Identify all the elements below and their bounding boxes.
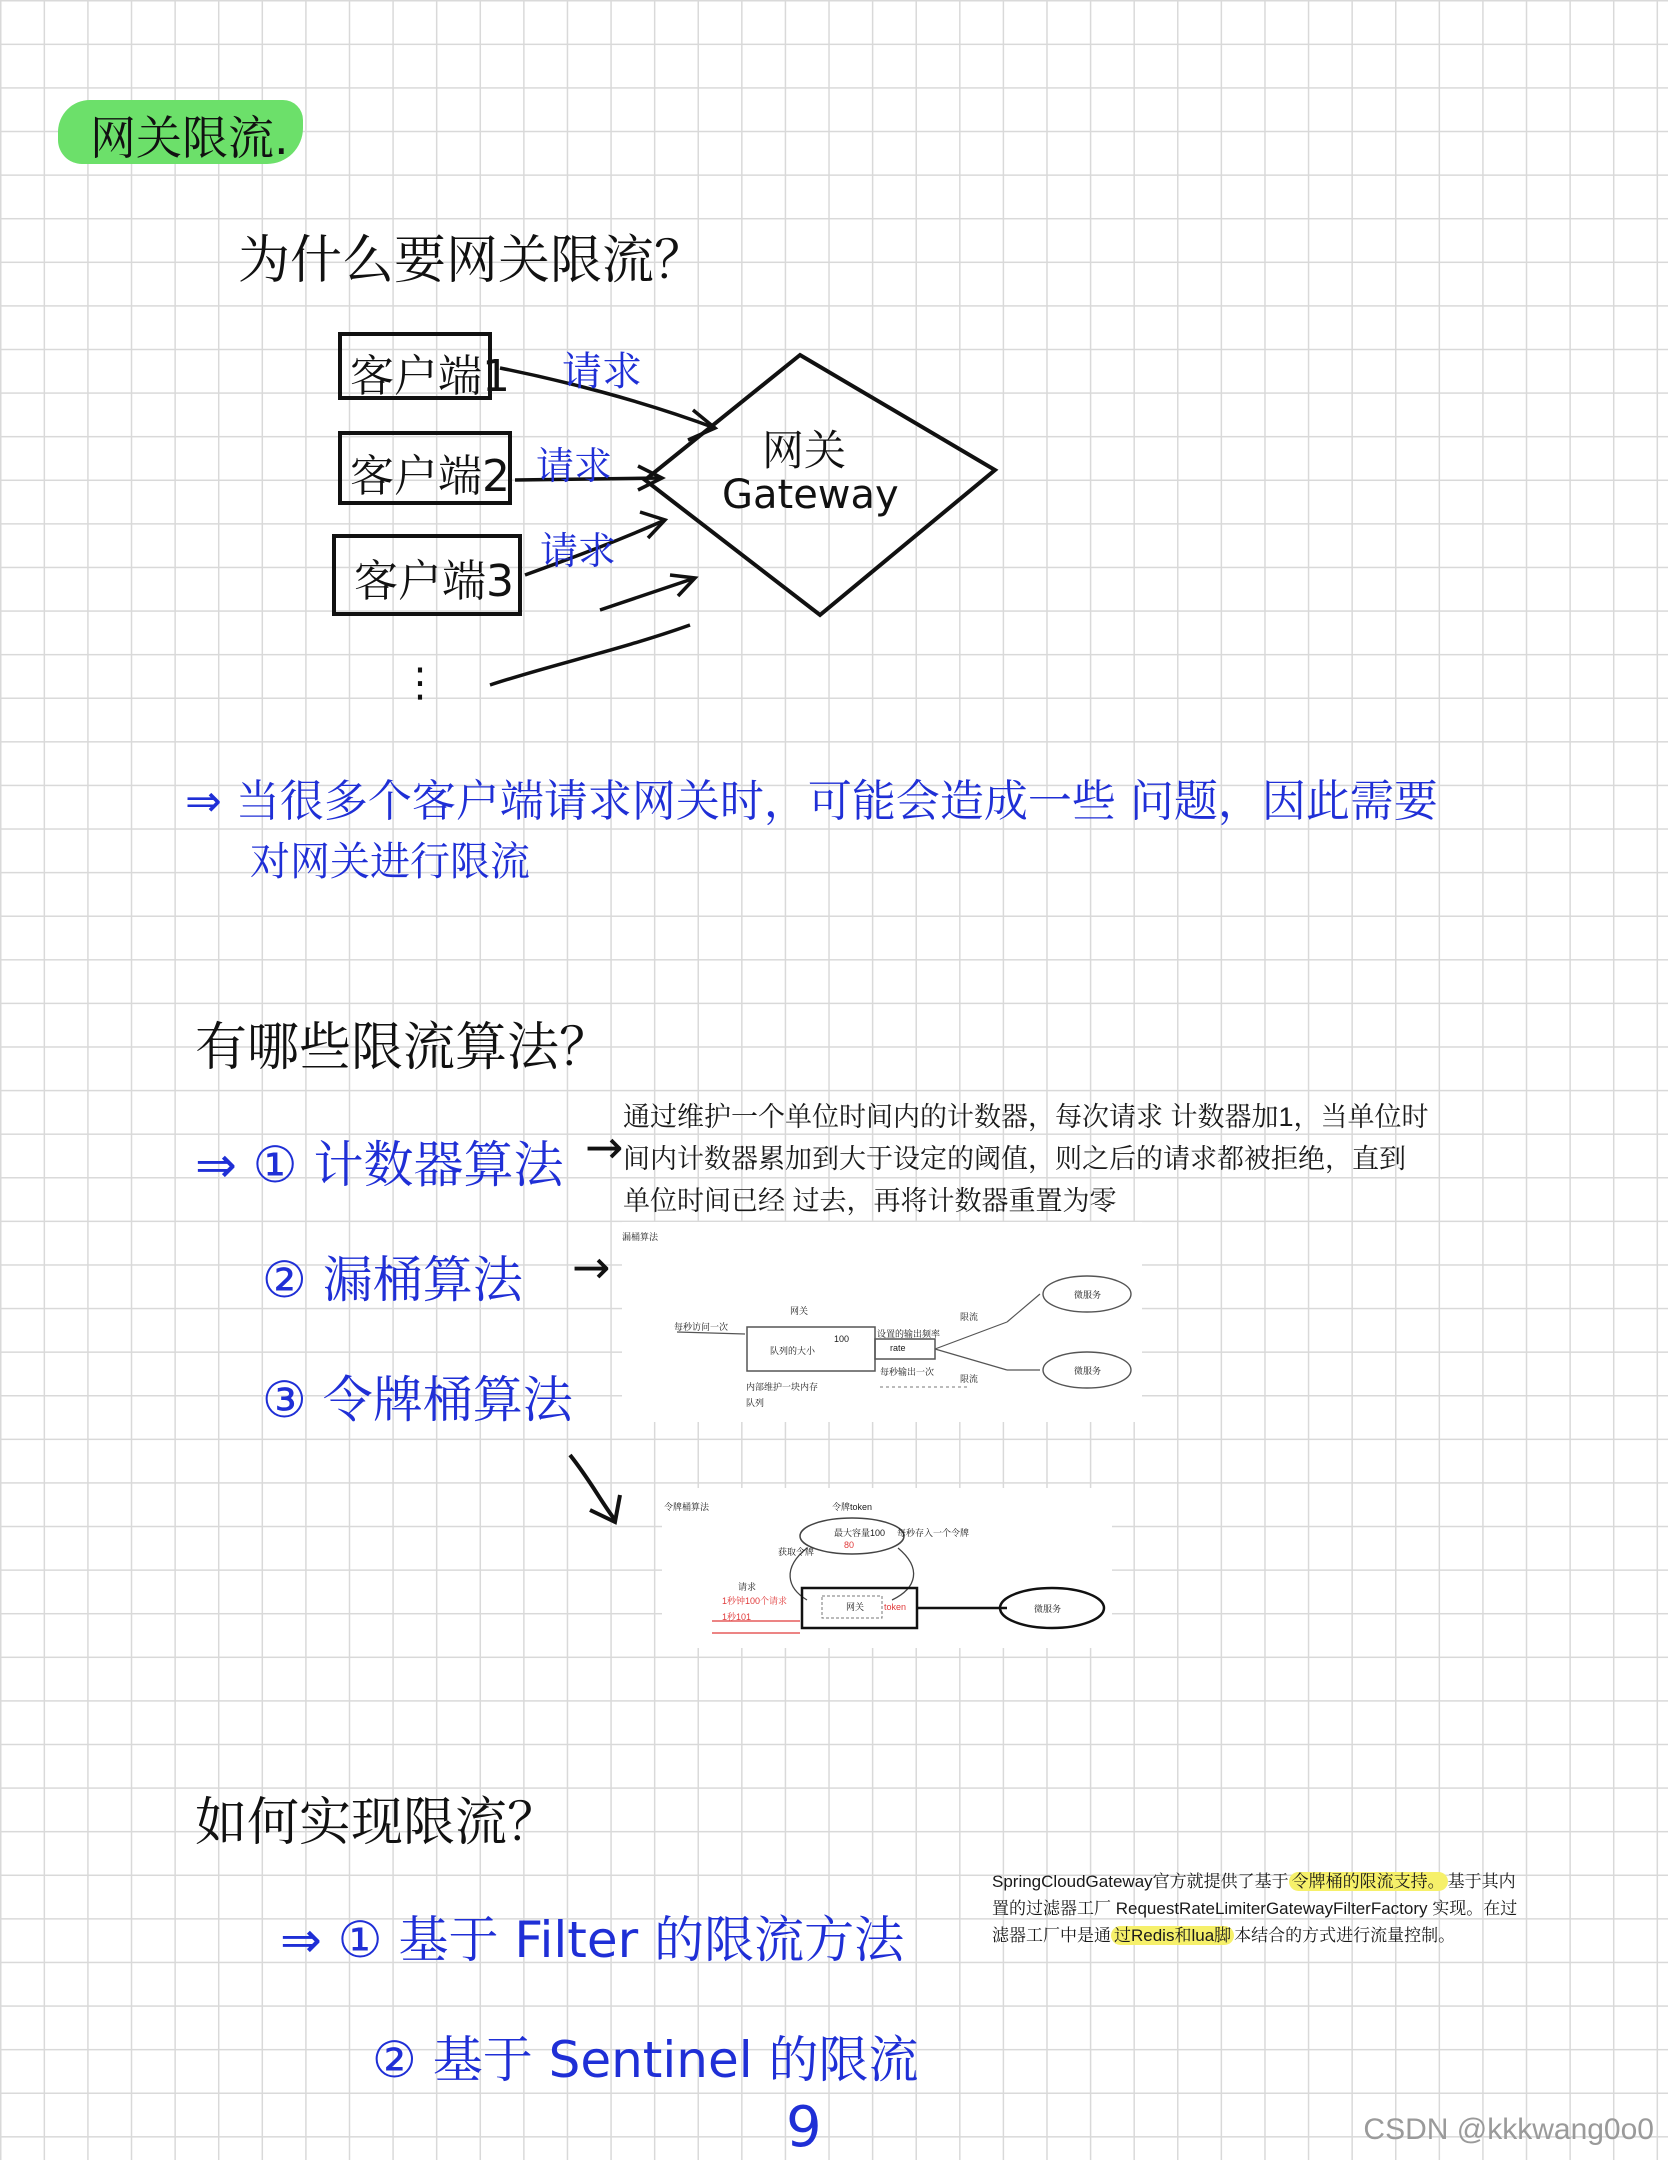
leaky-service-1: 微服务: [1074, 1290, 1102, 1300]
implementation-description: [992, 1868, 1552, 1949]
algo-leaky: ② 漏桶算法: [262, 1251, 523, 1309]
algo-leaky-arrow: →: [572, 1240, 611, 1294]
token-req-2: 1秒101: [722, 1612, 752, 1622]
leaky-service-2: 微服务: [1074, 1366, 1102, 1376]
section2-question: 有哪些限流算法？: [195, 1018, 612, 1078]
request-label-1: 请求: [562, 349, 642, 395]
impl-highlight-1: 令牌桶的限流支持。: [1289, 1872, 1448, 1891]
ellipsis: ⋮: [400, 660, 440, 706]
leaky-limit-1: 限流: [960, 1312, 979, 1322]
arrow-5: [490, 625, 690, 685]
token-req-1: 1秒钟100个请求: [722, 1596, 788, 1606]
counter-desc-line-1: 通过维护一个单位时间内的计数器，每次请求 计数器加1，当单位时: [623, 1102, 1429, 1132]
section3-question: 如何实现限流？: [195, 1793, 560, 1853]
token-service: 微服务: [1034, 1604, 1062, 1614]
gateway-label-en: Gateway: [722, 472, 899, 518]
token-gateway: 网关: [846, 1602, 865, 1612]
token-title: 令牌桶算法: [664, 1502, 710, 1512]
conclusion-line-2: 对网关进行限流: [250, 839, 530, 885]
leaky-set-rate: 设置的输出频率: [877, 1329, 941, 1339]
leaky-rate: rate: [890, 1343, 906, 1353]
impl-highlight-2: 过Redis和lua脚: [1111, 1926, 1234, 1945]
leaky-memory-2: 队列: [746, 1398, 765, 1408]
leaky-capacity: 100: [834, 1334, 850, 1344]
impl-desc-line-1: SpringCloudGateway官方就提供了基于 令牌桶的限流支持。 基于其内: [992, 1872, 1516, 1891]
token-per-second-put: 每秒存入一个令牌: [897, 1528, 970, 1538]
section1-question: 为什么要网关限流？: [238, 231, 707, 291]
algo-counter-arrow: →: [585, 1120, 624, 1174]
request-label-2: 请求: [536, 444, 613, 488]
leaky-bucket-diagram: [622, 1222, 1142, 1422]
token-bucket-diagram: [662, 1488, 1112, 1648]
page-number: 9: [786, 2095, 822, 2160]
conclusion-line-1: ⇒ 当很多个客户端请求网关时，可能会造成一些 问题，因此需要: [185, 776, 1438, 827]
client-label-3: 客户端3: [354, 556, 514, 607]
leaky-limit-2: 限流: [960, 1374, 979, 1384]
page-title: 网关限流.: [90, 111, 289, 165]
token-current: 80: [844, 1540, 855, 1550]
token-request: 请求: [738, 1582, 757, 1592]
token-label: 令牌token: [832, 1502, 873, 1512]
leaky-queue-size: 队列的大小: [770, 1346, 816, 1356]
method-sentinel: ② 基于 Sentinel 的限流: [372, 2031, 919, 2089]
algo-counter: ⇒ ① 计数器算法: [195, 1136, 564, 1194]
gateway-label-cn: 网关: [762, 426, 847, 475]
counter-desc-line-2: 间内计数器累加到大于设定的阈值，则之后的请求都被拒绝，直到: [623, 1144, 1406, 1174]
watermark: CSDN @kkkwang0o0: [1363, 2113, 1654, 2146]
client-label-1: 客户端1: [350, 351, 510, 402]
leaky-per-second-out: 每秒输出一次: [880, 1367, 935, 1377]
token-max-capacity: 最大容量100: [834, 1528, 886, 1538]
token-acquire: 获取令牌: [778, 1547, 815, 1557]
method-filter: ⇒ ① 基于 Filter 的限流方法: [280, 1911, 905, 1969]
counter-description: [623, 1096, 1429, 1222]
request-label-3: 请求: [540, 529, 617, 573]
leaky-per-second: 每秒访问一次: [674, 1322, 729, 1332]
client-label-2: 客户端2: [350, 451, 510, 502]
leaky-gateway: 网关: [790, 1306, 809, 1316]
impl-desc-line-3: 滤器工厂中是通 过Redis和lua脚 本结合的方式进行流量控制。: [992, 1926, 1456, 1945]
impl-desc-line-2: 置的过滤器工厂 RequestRateLimiterGatewayFilterFactory 实现。在过: [992, 1899, 1518, 1918]
leaky-memory-1: 内部维护一块内存: [746, 1382, 819, 1392]
algo-token: ③ 令牌桶算法: [262, 1371, 573, 1429]
leaky-title: 漏桶算法: [622, 1232, 659, 1242]
counter-desc-line-3: 单位时间已经 过去，再将计数器重置为零: [623, 1186, 1117, 1216]
token-token: token: [884, 1602, 907, 1612]
